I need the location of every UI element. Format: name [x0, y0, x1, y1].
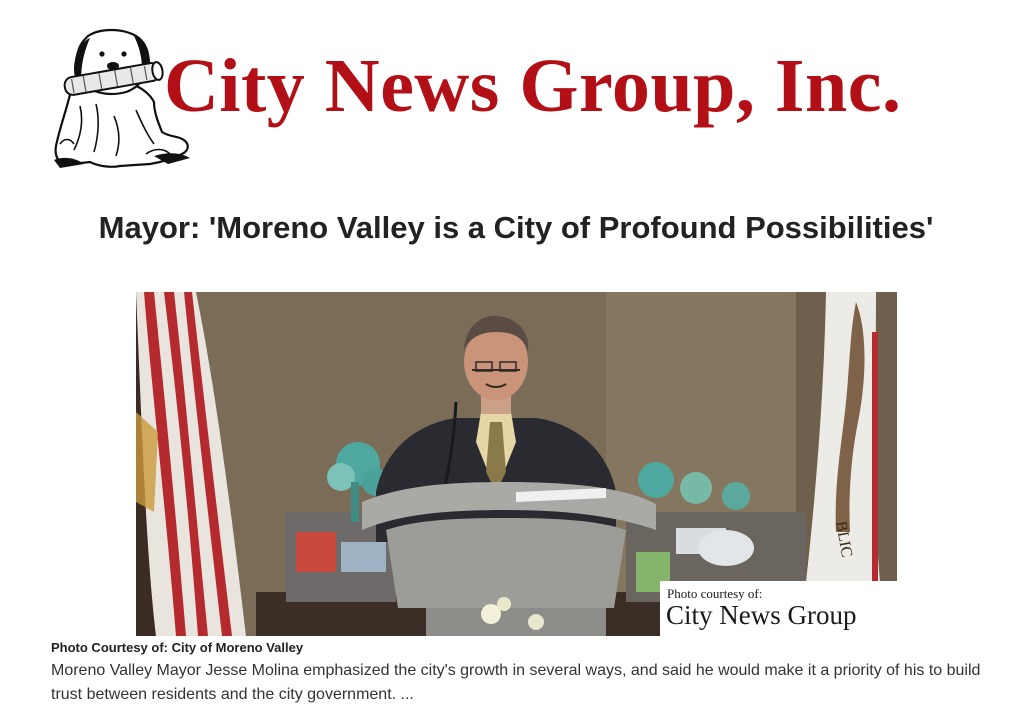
- brand-name[interactable]: City News Group, Inc.: [164, 44, 902, 128]
- article-summary: Moreno Valley Mayor Jesse Molina emphasized the city's growth in several ways, and said he would make it a priority of his to build trust between residents and the city government. ...: [51, 662, 981, 703]
- svg-text:BLIC: BLIC: [832, 519, 856, 559]
- article-photo[interactable]: [136, 292, 897, 636]
- watermark-caption: Photo courtesy of:: [667, 586, 763, 601]
- photo-credit: Photo Courtesy of: City of Moreno Valley: [51, 640, 304, 655]
- photo-watermark: [660, 581, 897, 636]
- article-headline[interactable]: Mayor: 'Moreno Valley is a City of Profound Possibilities': [98, 210, 934, 245]
- masthead: [50, 26, 980, 176]
- watermark-brand: City News Group: [666, 600, 857, 630]
